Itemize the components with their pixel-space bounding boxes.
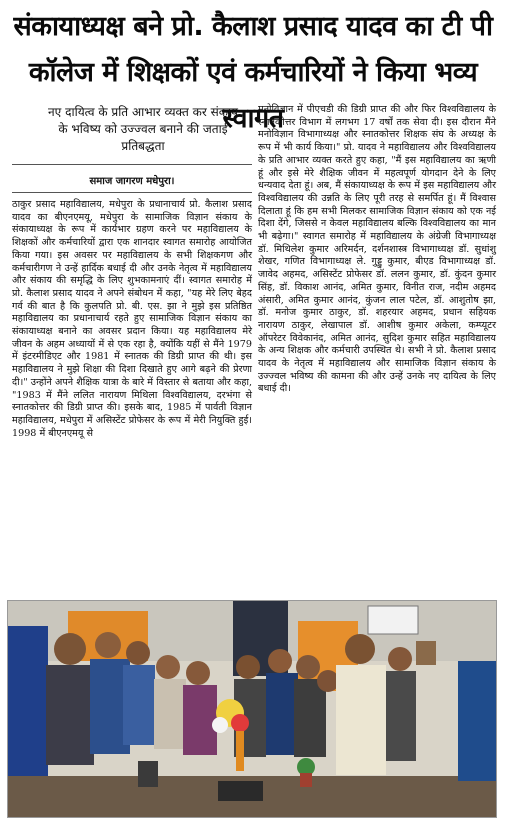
right-column — [258, 104, 496, 396]
left-column — [12, 104, 252, 440]
deck-subheadline: नए दायित्व के प्रति आभार व्यक्त कर संकाय के भविष्य को उज्ज्वल बनाने की जताई प्रतिबद्धता — [48, 105, 238, 153]
byline-divider — [12, 192, 252, 193]
right-body-text: मनोविज्ञान में पीएचडी की डिग्री प्राप्त की और फिर विश्वविद्यालय के स्नातकोत्तर विभाग में लगभग 17 वर्षों तक सेवा दी। इस दौरान मैंने मनोविज्ञान विभागाध्यक्ष और स्नातकोत्तर शिक्षक संघ के अध्यक्ष के रूप में भी कार्य किया।" प्रो. यादव ने महाविद्यालय और विश्वविद्यालय के प्रति आभार व्यक्त करते हुए कहा, "मैं इस महाविद्यालय का ऋणी हूं और इसे मेरे शैक्षिक जीवन में महत्वपूर्ण योगदान देने के लिए धन्यवाद देता हूं। अब, मैं संकायाध्यक्ष के रूप में इस महाविद्यालय और विश्वविद्यालय की उन्नति के लिए पूरी तरह से समर्पित हूं। मैं विश्वास दिलाता हूं कि हम सभी मिलकर सामाजिक विज्ञान संकाय को एक नई दिशा देंगे, जिससे न केवल महाविद्यालय बल्कि विश्वविद्यालय का मान भी बढ़ेगा।" स्वागत समारोह में महाविद्यालय के अंग्रेजी विभागाध्यक्ष डॉ. मिथिलेश कुमार अरिमर्दन, दर्शनशास्त्र विभागाध्यक्ष डॉ. सुधांशु शेखर, गणित विभागाध्यक्ष ले. गुड्डु कुमार, बीएड विभागाध्यक्ष डॉ. जावेद अहमद, असिस्टेंट प्रोफेसर डॉ. ललन कुमार, डॉ. कुंदन कुमार सिंह, डॉ. विकाश आनंद, अमित कुमार, विनीत राज, नदीम अहमद अंसारी, अमित कुमार आनंद, कुंजन लाल पटेल, डॉ. आशुतोष झा, डॉ. मनोज कुमार ठाकुर, डॉ. शहरयार अहमद, प्रधान सहियक नारायण ठाकुर, लेखापाल डॉ. आशीष कुमार अकेला, कम्प्यूटर ऑपरेटर विवेकानंद, अमित आनंद, सुदिश कुमार सहित महाविद्यालय के अन्य शिक्षक और कर्मचारी उपस्थित थे। सभी ने प्रो. कैलाश प्रसाद यादव के नेतृत्व में महाविद्यालय और सामाजिक विज्ञान संकाय के उज्ज्वल भविष्य की कामना की और उन्हें उनके नए दायित्व के लिए बधाई दी। — [258, 104, 496, 395]
headline: संकायाध्यक्ष बने प्रो. कैलाश प्रसाद यादव का टी पी कॉलेज में शिक्षकों एवं कर्मचारियों ने किया भव्य स्वागत — [13, 11, 493, 134]
byline: समाज जागरण मधेपुरा। — [89, 176, 175, 187]
welcome-ceremony-photo — [8, 601, 497, 818]
left-body-text: ठाकुर प्रसाद महाविद्यालय, मधेपुरा के प्रधानाचार्य प्रो. कैलाश प्रसाद यादव का बीएनएमयू, मधेपुरा के सामाजिक विज्ञान संकाय के संकायाध्यक्ष के रूप में कार्यभार ग्रहण करने पर महाविद्यालय के शिक्षकों और कर्मचारियों द्वारा एक शानदार स्वागत समारोह आयोजित किया गया। इस अवसर पर महाविद्यालय के सभी शिक्षकगण और कर्मचारीगण ने उन्हें हार्दिक बधाई दी और उनके नेतृत्व में महाविद्यालय और संकाय की समृद्धि के लिए शुभकामनाएं दीं। स्वागत समारोह में प्रो. कैलाश प्रसाद यादव ने अपने संबोधन में कहा, "यह मेरे लिए बेहद गर्व की बात है कि कुलपति प्रो. बी. एस. झा ने मुझे इस प्रतिष्ठित महाविद्यालय का प्रधानाचार्य रहते हुए सामाजिक विज्ञान संकाय का संकायाध्यक्ष बनाने का अवसर प्रदान किया। यह महाविद्यालय मेरे जीवन के अहम अध्यायों में से एक रहा है, क्योंकि यहीं से मैंने 1979 में इंटरमीडिएट और 1981 में स्नातक की डिग्री प्राप्त की थी। इस महाविद्यालय ने मुझे शिक्षा की दिशा दिखाते हुए आगे बढ़ने की प्रेरणा दी।" उन्होंने अपने शैक्षिक यात्रा के बारे में विस्तार से बताया और कहा, "1983 में मैंने ललित नारायण मिथिला विश्वविद्यालय, दरभंगा से स्नातकोत्तर की डिग्री प्राप्त की। इसके बाद, 1985 में पार्वती विज्ञान महाविद्यालय, मधेपुरा में असिस्टेंट प्रोफेसर के रूप में मेरी नियुक्ति हुई। 1998 में बीएनएमयू से — [12, 199, 252, 439]
deck-divider — [12, 164, 252, 165]
event-photo — [7, 600, 497, 818]
